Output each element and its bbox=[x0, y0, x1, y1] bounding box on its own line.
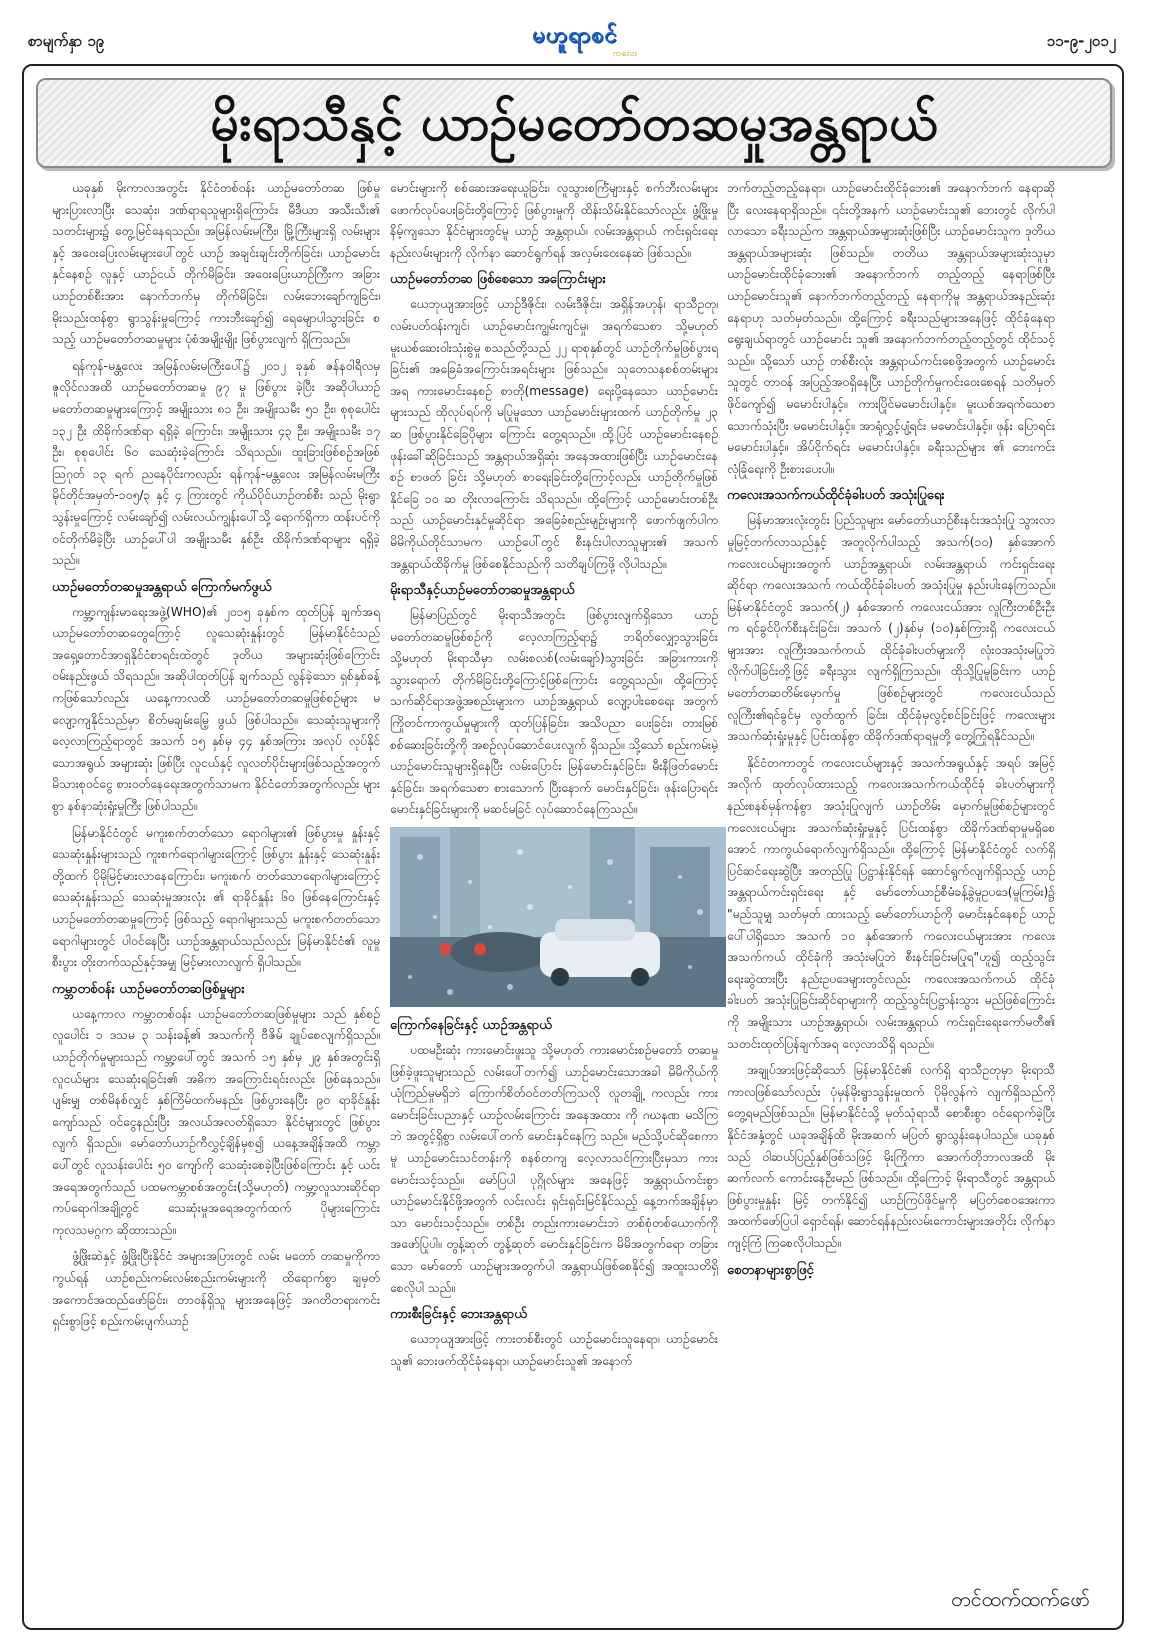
column-2-top bbox=[390, 178, 718, 821]
paragraph: ယေဘုယျအားဖြင့် ယာဉ်ဒီဇိုင်း၊ လမ်းဒီဇိုင်း၊ အရှိန်အဟုန်၊ ရာသီဥတု၊ လမ်းပတ်ဝန်းကျင်၊ ယာဉ်မောင်းကျွမ်းကျင်မှု၊ အရက်သေစာ သို့မဟုတ် မူးယစ်ဆေးဝါးသုံးစွဲမှု စသည်တို့သည် ၂၂ ရာစုနှစ်တွင် ယာဉ်တိုက်မှုဖြစ်ပွားရခြင်း၏ အခြေခံအကြောင်းအရင်းများ ဖြစ်သည်။ သုတေသနစစ်တမ်းများအရ ကားမောင်းနေစဉ် စာတို(message) ရေးပို့နေသော ယာဉ်မောင်းများသည် ထိုလုပ်ရပ်ကို မပြုမူသော ယာဉ်မောင်းများထက် ယာဉ်တိုက်မှု ၂၃ ဆ ဖြစ်ပွားနိုင်ခြေပိုများ ကြောင်း တွေ့ရသည်။ ထို့ပြင် ယာဉ်မောင်းနေစဉ် ဖုန်းခေါ်ဆိုခြင်းသည် အန္တရာယ်အရှိဆုံး အနေအထားဖြစ်ပြီး ယာဉ်မောင်းနေစဉ် စာဖတ် ခြင်း သို့မဟုတ် စာရေးခြင်းတို့ကြောင့်လည်း ယာဉ်တိုက်မှုဖြစ်နိုင်ခြေ ၁၀ ဆ တိုးလာကြောင်း သိရသည်။ ထို့ကြောင့် ယာဉ်မောင်းတစ်ဦး သည် ယာဉ်မောင်းနှင်မှုဆိုင်ရာ အခြေခံစည်းမျဉ်းများကို ဖောက်ဖျက်ပါက မိမိကိုယ်တိုင်သာမက ယာဉ်ပေါ်တွင် စီးနင်းပါလာသူများ၏ အသက် အန္တရာယ်ထိခိုက်မှု ဖြစ်စေနိုင်သည်ကို သတိချပ်ကြဖို့ လိုပါသည်။ bbox=[390, 297, 718, 571]
paragraph: မြန်မာပြည်တွင် မိုးရာသီအတွင်း ဖြစ်ပွားလျက်ရှိသော ယာဉ် မတော်တဆမှုဖြစ်စဉ်ကို လေ့လာကြည့်ရာ၌ ဘရိတ်လျှော့သွားခြင်း သို့မဟုတ် မိုးရာသီမှာ လမ်းစလစ်(လမ်းချော်)သွားခြင်း အခြားကားကို သွားရောက် တိုက်မိခြင်းတို့ကြောင့်ဖြစ်ကြောင်း တွေ့ရသည်။ ထို့ကြောင့် သက်ဆိုင်ရာအဖွဲ့အစည်းများက ယာဉ်အန္တရာယ် လျော့ပါးစေရေး အတွက် ကြိုတင်ကာကွယ်မှုများကို ထုတ်ပြန်ခြင်း၊ အသိပညာ ပေးခြင်း၊ တားမြစ်စစ်ဆေးခြင်းတို့ကို အစဉ်လုပ်ဆောင်ပေးလျက် ရှိသည်။ သို့သော် စည်းကမ်းမဲ့ယာဉ်မောင်းသူများရှိနေပြီး လမ်းပြောင်း မြန်မောင်းနှင်ခြင်း၊ မီးနီဖြတ်မောင်းနှင်ခြင်း၊ အရက်သေစာ စားသောက် ပြီးနောက် မောင်းနှင်ခြင်း၊ ဖုန်းပြောရင်း မောင်းနှင်ခြင်းများကို မဆင်မခြင် လုပ်ဆောင်နေကြသည်။ bbox=[390, 608, 718, 817]
issue-date: ၁၁-၉-၂၀၁၂ bbox=[1046, 32, 1116, 50]
paragraph: အချုပ်အားဖြင့်ဆိုသော် မြန်မာနိုင်ငံ၏ လက်ရှိ ရာသီဥတုမှာ မိုးရာသီကာလဖြစ်သော်လည်း ပုံမှန်မိုးရွာသွန်းမှုထက် ပိုမိုလွန်ကဲ လျက်ရှိသည်ကို တွေ့ရမည်ဖြစ်သည်။ မြန်မာနိုင်ငံသို့ မုတ်သုံရာသီ စောစီးစွာ ဝင်ရောက်ခဲ့ပြီး နိုင်ငံအနှံ့တွင် ယခုအချိန်ထိ မိုးအဆက် မပြတ် ရွာသွန်းနေပါသည်။ ယခုနှစ်သည် ဝါဆယ်ပြည့်နှစ်ဖြစ်သဖြင့် မိုးကြိုကာ အောက်တိုဘာလအထိ မိုးဆက်လက် ကောင်းနေဦးမည် ဖြစ်သည်။ ထို့ကြောင့် မိုးရာသီတွင် အန္တရာယ်ဖြစ်ပွားမှုနှုန်း မြင့် တက်နိုင်၍ ယာဉ်ကြပ်ဖိုင်မှုကို မပြတ်စေဝအေးကာ အထက်ဖော်ပြပါ ရှောင်ရန်၊ ဆောင်ရန်နည်းလမ်းကောင်းများအတိုင်း လိုက်နာကျင့်ကြံ ကြစေလိုပါသည်။ bbox=[727, 1063, 1055, 1250]
rainy-windshield-photo bbox=[390, 827, 726, 1007]
column-2 bbox=[390, 178, 718, 1377]
masthead-subtitle: ကလေး bbox=[612, 49, 637, 59]
section-heading: စေတနာများစွာဖြင့် bbox=[727, 1262, 814, 1278]
column-1 bbox=[52, 178, 380, 1338]
paragraph: ယနေ့ကာလ ကမ္ဘာတစ်ဝန်း ယာဉ်မတော်တဆဖြစ်မှုများ သည် နှစ်စဉ် လူပေါင်း ၁ ဒသမ ၃ သန်းခန့်၏ အသက်ကို ဗီဇိမ် ချုပ်စေလျက်ရှိသည်။ ယာဉ်တိုက်မှုများသည် ကမ္ဘာ့ပေါ်တွင် အသက် ၁၅ နှစ်မှ ၂၉ နှစ်အတွင်းရှိ လူငယ်များ သေဆုံးရခြင်း၏ အဓိက အကြောင်းရင်းလည်း ဖြစ်နေသည်။ ပျမ်းမျှ တစ်မိနစ်လျှင် နှစ်ကြိမ်ထက်မနည်း ဖြစ်ပွားနေပြီး ၉၀ ရာခိုင်နှုန်းကျော်သည် ဝင်ငွေနည်းပြီး အလယ်အလတ်ရှိသော နိုင်ငံများတွင် ဖြစ်ပွားလျက် ရှိသည်။ မော်တော်ယာဉ်ကီလွှင့်ချိန်မှစ၍ ယနေ့အချိန်အထိ ကမ္ဘာ ပေါ်တွင် လူသန်းပေါင်း ၅၀ ကျော်ကို သေဆုံးစေခဲ့ပြီးဖြစ်ကြောင်း နှင့် ယင်းအရေအတွက်သည် ပထမကမ္ဘာစစ်အတွင်း(သို့မဟုတ်) ကမ္ဘာ့လူသားဆိုင်ရာ ကပ်ရောဂါအချို့တွင် သေဆုံးမှုအရေအတွက်ထက် ပိုများကြောင်း ကုလသမဂ္ဂက ဆိုထားသည်။ bbox=[52, 1006, 380, 1237]
photo-illustration bbox=[390, 827, 726, 1007]
column-3 bbox=[727, 178, 1055, 1285]
paragraph: မောင်းများကို စစ်ဆေးအရေးယူခြင်း၊ လူသွားစင်္ကြံများနှင့် စက်ဘီးလမ်းများ ဖောက်လုပ်ပေးခြင်းတို့ကြောင့် ဖြစ်ပွားမှုကို ထိန်းသိမ်းနိုင်သော်လည်း ဖွံ့ဖြိုးမှုနိမ့်ကျသော နိုင်ငံများတွင်မူ ယာဉ် အန္တရာယ်၊ လမ်းအန္တရာယ် ကင်းရှင်းရေးနည်းလမ်းများကို လိုက်နာ ဆောင်ရွက်ရန် အလှမ်းဝေးနေဆဲ ဖြစ်သည်။ bbox=[390, 181, 718, 260]
headline-banner bbox=[36, 78, 1112, 168]
section-heading: ကားစီးခြင်းနှင့် ဘေးအန္တရာယ် bbox=[390, 1307, 527, 1323]
paragraph: ယခုနှစ် မိုးကာလအတွင်း နိုင်ငံတစ်ဝန်း ယာဉ်မတော်တဆ ဖြစ်မှုများပြားလာပြီး သေဆုံး၊ ဒဏ်ရာရသူများရှိကြောင်း မီဒီယာ အသီးသီး၏ သတင်းများ၌ တွေ့မြင်နေရသည်။ အမြန်လမ်းမကြီး၊ မြို့ကြီးများရှိ လမ်းများနှင့် အဝေးပြေးလမ်းများပေါ်တွင် ယာဉ် အချင်းချင်းတိုက်ခြင်း၊ ယာဉ်မောင်းနှင်နေစဉ် လူနှင့် ယာဉ်ငယ် တိုက်မိခြင်း၊ အဝေးပြေးယာဉ်ကြီးက အခြားယာဉ်တစ်စီးအား နောက်ဘက်မှ တိုက်မိခြင်း၊ လမ်းဘေးချော်ကျခြင်း၊ မိုးသည်းထန်စွာ ရွာသွန်းမှုကြောင့် ကားဘီးချော်၍ ရေမျောပါသွားခြင်း စသည့် ယာဉ်မတော်တဆမှုများ ပုံစံအမျိုးမျိုး ဖြစ်ပွားလျက် ရှိကြသည်။ bbox=[52, 181, 380, 347]
masthead-title: မဟူရာစင် bbox=[532, 22, 618, 48]
page-number: စာမျက်နှာ ၁၉ bbox=[28, 32, 105, 50]
section-heading: ယာဉ်မတော်တဆ ဖြစ်စေသော အကြောင်းများ bbox=[390, 272, 606, 288]
masthead-logo bbox=[505, 22, 645, 62]
paragraph: ရန်ကုန်-မန္တလေး အမြန်လမ်းမကြီးပေါ်၌ ၂၀၁၂ ခုနှစ် ဇန်နဝါရီလမှ ဇူလိုင်လအထိ ယာဉ်မတော်တဆမှု ၉၇ မှု ဖြစ်ပွား ခဲ့ပြီး အဆိုပါယာဉ်မတော်တဆမှုများကြောင့် အမျိုးသား ၈၁ ဦး၊ အမျိုးသမီး ၅၁ ဦး၊ စုစုပေါင်း ၁၃၂ ဦး ထိခိုက်ဒဏ်ရာ ရရှိခဲ့ ကြောင်း၊ အမျိုးသား ၄၃ ဦး၊ အမျိုးသမီး ၁၇ ဦး၊ စုစုပေါင်း ၆၀ သေဆုံးခဲ့ကြောင်း သိရသည်။ ထူးခြားဖြစ်စဉ်အဖြစ် ဩဂုတ် ၁၃ ရက် ညနေပိုင်းကလည်း ရန်ကုန်-မန္တလေး အမြန်လမ်းမကြီး မိုင်တိုင်အမှတ်-၁၀၅/၃ နှင့် ၄ ကြားတွင် ကိုယ်ပိုင်ယာဉ်တစ်စီး သည် မိုးရွာသွန်းမှုကြောင့် လမ်းချော်၍ လမ်းလယ်ကျွန်းပေါ်သို့ ရောက်ရှိကာ ထန်းပင်ကို ဝင်တိုက်မိခဲ့ပြီး ယာဉ်ပေါ်ပါ အမျိုးသမီး နှစ်ဦး ထိခိုက်ဒဏ်ရာများ ရရှိခဲ့သည်။ bbox=[52, 358, 380, 568]
paragraph: မြန်မာအားလုံးတွင်း ပြည်သူများ မော်တော်ယာဉ်စီးနင်းအသုံးပြု သွားလာမှုမြင့်တက်လာသည်နှင့် အတူလိုက်ပါသည့် အသက်(၁၀) နှစ်အောက် ကလေးငယ်များအတွက် ယာဉ်အန္တရာယ်၊ လမ်းအန္တရာယ် ကင်းရှင်းရေးဆိုင်ရာ ကလေးအသက် ကယ်ထိုင်ခုံခါးပတ် အသုံးပြုမှု နည်းပါးနေကြသည်။ မြန်မာနိုင်ငံတွင် အသက်(၂) နှစ်အောက် ကလေးငယ်အား လူကြီးတစ်ဦးဦးက ရင်ခွင်ပိုက်စီးနင်းခြင်း၊ အသက် (၂)နှစ်မှ (၁၀)နှစ်ကြားရှိ ကလေးငယ်များအား လူကြီးအသက်ကယ် ထိုင်ခုံခါးပတ်များကို လုံးဝအသုံးမပြုဘဲ လိုက်ပါခြင်းတို့ဖြင့် ခရီးသွား လျက်ရှိကြသည်။ ထိုသို့ပြုမူခြင်းက ယာဉ်မတော်တဆတိမ်းမှောက်မှု ဖြစ်စဉ်များတွင် ကလေးငယ်သည် လူကြီး၏ရင်ခွင်မှ လွတ်ထွက် ခြင်း၊ ထိုင်ခုံမှလွင့်စင်ခြင်းဖြင့် ကလေးများ အသက်ဆုံးရှုံးမှုနှင့် ပြင်းထန်စွာ ထိခိုက်ဒဏ်ရာရမှုတို့ တွေ့ကြုံရနိုင်သည်။ bbox=[727, 513, 1055, 744]
section-heading: ယာဉ်မတော်တဆမှုအန္တရာယ် ကြောက်မက်ဖွယ် bbox=[52, 579, 272, 595]
paragraph: ကမ္ဘာ့ကျန်းမာရေးအဖွဲ့(WHO)၏ ၂၀၁၅ ခုနှစ်က ထုတ်ပြန် ချက်အရ ယာဉ်မတော်တဆတွေကြောင့် လူသေဆုံးနှုန်းတွင် မြန်မာနိုင်ငံသည် အရှေ့တောင်အာရှနိုင်ငံစာရင်းထဲတွင် ဒုတိယ အများဆုံးဖြစ်ကြောင်း ဝမ်းနည်းဖွယ် သိရသည်။ အဆိုပါထုတ်ပြန် ချက်သည် လွန်ခဲ့သော ရှစ်နှစ်ခန့်ကဖြစ်သော်လည်း ယနေ့ကာလထိ ယာဉ်မတော်တဆမှုဖြစ်စဉ်များ မလျော့ကျနိုင်သည်မှာ စိတ်မချမ်းမြေ့ ဖွယ် ဖြစ်ပါသည်။ သေဆုံးသူများကို လေ့လာကြည့်ရာတွင် အသက် ၁၅ နှစ်မှ ၄၄ နှစ်အကြား အလုပ် လုပ်နိုင်သောအရွယ် အများဆုံး ဖြစ်ပြီး လူငယ်နှင့် လူလတ်ပိုင်းများဖြစ်သည့်အတွက် မိသားစုဝင်ငွေ စားဝတ်နေရေးအတွက်သာမက နိုင်ငံတော်အတွက်လည်း များစွာ နစ်နာဆုံးရှုံးမှုကြီး ဖြစ်ပါသည်။ bbox=[52, 604, 380, 814]
article-title: မိုးရာသီနှင့် ယာဉ်မတော်တဆမှုအန္တရာယ် bbox=[210, 94, 938, 152]
column-2-bottom bbox=[390, 1015, 718, 1372]
paragraph: ယေဘုယျအားဖြင့် ကားတစ်စီးတွင် ယာဉ်မောင်းသူနေရာ၊ ယာဉ်မောင်းသူ၏ ဘေးဖက်ထိုင်ခုံနေရာ၊ ယာဉ်မောင်းသူ၏ အနောက် bbox=[390, 1332, 718, 1368]
section-heading: ကမ္ဘာတစ်ဝန်း ယာဉ်မတော်တဆဖြစ်မှုများ bbox=[52, 981, 245, 997]
paragraph: မြန်မာနိုင်ငံတွင် မကူးစက်တတ်သော ရောဂါများ၏ ဖြစ်ပွားမှု နှုန်းနှင့် သေဆုံးနှုန်းများသည် ကူးစက်ရောဂါများကြောင့် ဖြစ်ပွား နှုန်းနှင့် သေဆုံးနှုန်းတို့ထက် ပိုမိုမြင့်မားလာနေကြောင်း၊ မကူးစက် တတ်သောရောဂါများကြောင့် သေဆုံးနှုန်းသည် သေဆုံးမှုအားလုံး ၏ ရာခိုင်နှုန်း ၆၀ ဖြစ်နေကြောင်းနှင့် ယာဉ်မတော်တဆမှုကြောင့် ဖြစ်သည့် ရောဂါများသည် မကူးစက်တတ်သော ရောဂါများတွင် ပါဝင်နေပြီး ယာဉ်အန္တရာယ်သည်လည်း မြန်မာနိုင်ငံ၏ လူမှုစီးပွား တိုးတက်သည်နှင့်အမျှ မြင့်မားလာလျက် ရှိပါသည်။ bbox=[52, 825, 380, 970]
section-heading: ကြောက်နေခြင်းနှင့် ယာဉ်အန္တရာယ် bbox=[390, 1018, 552, 1034]
page-header bbox=[0, 0, 1150, 58]
paragraph: ပထမဦးဆုံး ကားမောင်းဖူးသူ သို့မဟုတ် ကားမောင်းစဉ်မတော် တဆမှုဖြစ်ခဲ့ဖူးသူများသည် လမ်းပေါ်တက်၍ ယာဉ်မောင်းသောအခါ မိမိကိုယ်ကို ယုံကြည်မှုမရှိဘဲ ကြောက်စိတ်ဝင်တတ်ကြသလို လူတချို့ ကလည်း ကားမောင်းခြင်းပညာနှင့် ယာဉ်လမ်းကြောင်း အနေအထား ကို ဂဃနဏ မသိကြဘဲ အတွင့်ရှိစွာ လမ်းပေါ်တက် မောင်းနှင်နေကြ သည်။ မည်သို့ပင်ဆိုစေကာမူ ယာဉ်မောင်းသင်တန်းကို စနစ်တကျ လေ့လာသင်ကြားပြီးမှသာ ကားမောင်းသင့်သည်။ မော်ပြပါ ပုဂ္ဂိုလ်များ အနေဖြင့် အန္တရာယ်ကင်းစွာ ယာဉ်မောင်းနိုင်ဖို့အတွက် လင်းလင်း ရှင်းရှင်းမြင်နိုင်သည့် နေ့ဘက်အချိန်မှာသာ မောင်းသင့်သည်။ တစ်ဦး တည်းကားမောင်းဘဲ တစ်စုံတစ်ယောက်ကို အဖော်ပြုပါ။ တွန့်ဆုတ် တွန့်ဆုတ် မောင်းနှင်ခြင်းက မိမိအတွက်ရော တခြားသော မော်တော် ယာဉ်များအတွက်ပါ အန္တရာယ်ဖြစ်စေနိုင်၍ အထူးသတိရှိစေလိုပါ သည်။ bbox=[390, 1043, 718, 1295]
paragraph: ဘက်တည့်တည့်နေရာ၊ ယာဉ်မောင်းထိုင်ခုံဘေး၏ အနောက်ဘက် နေရာဆိုပြီး လေးနေရာရှိသည်။ ၎င်းတို့အနက် ယာဉ်မောင်းသူ၏ ဘေးတွင် လိုက်ပါလာသော ခရီးသည်က အန္တရာယ်အများဆုံးဖြစ်ပြီး ယာဉ်မောင်းသူက ဒုတိယအန္တရာယ်အများဆုံး ဖြစ်သည်။ တတိယ အန္တရာယ်အများဆုံးသူမှာ ယာဉ်မောင်းထိုင်ခုံဘေး၏ အနောက်ဘက် တည့်တည့် နေရာဖြစ်ပြီး ယာဉ်မောင်းသူ၏ နောက်ဘက်တည့်တည့် နေရာကိုမူ အန္တရာယ်အနည်းဆုံးနေရာဟု သတ်မှတ်သည်။ ထို့ကြောင့် ခရီးသည်များအနေဖြင့် ထိုင်ခုံနေရာ ရွေးချယ်ရာတွင် ယာဉ်မောင်း သူ၏ အနောက်ဘက်တည့်တည့်တွင် ထိုင်သင့်သည်။ သို့သော် ယာဉ် တစ်စီးလုံး အန္တရာယ်ကင်းစေဖို့အတွက် ယာဉ်မောင်းသူတွင် တာဝန် အပြည့်အဝရှိနေပြီး ယာဉ်တိုက်မှုကင်းဝေးစေရန် သတိမှတ်ဖိုင်ကျော်၍ မမောင်းပါနှင့်။ ကားပြိုင်မမောင်းပါနှင့်။ မူးယစ်အရက်သေစာ သောက်သုံးပြီး မမောင်းပါနှင့်။ အာရုံလွှင့်ပျံ့ရင်း မမောင်းပါနှင့်။ ဖုန်း ပြောရင်း မမောင်းပါနှင့်။ အိပ်ငိုက်ရင်း မမောင်းပါနှင့်။ ခရီးသည်များ ၏ ဘေးကင်းလုံခြုံရေးကို ဦးစားပေးပါ။ bbox=[727, 181, 1055, 476]
section-heading: ကလေးအသက်ကယ်ထိုင်ခုံခါးပတ် အသုံးပြုရေး bbox=[727, 488, 945, 504]
paragraph: ဖွံ့ဖြိုးဆဲနှင့် ဖွံ့ဖြိုးပြီးနိုင်ငံ အများအပြားတွင် လမ်း မတော် တဆမှုကိုကာကွယ်ရန် ယာဉ်စည်းကမ်းလမ်းစည်းကမ်းများကို ထိရောက်စွာ ချမှတ်အကောင်အထည်ဖော်ခြင်း၊ တာဝန်ရှိသူ များအနေဖြင့် အဂတိတရားကင်းရှင်းစွာဖြင့် စည်းကမ်းပျက်ယာဉ် bbox=[52, 1249, 380, 1329]
paragraph: နိုင်ငံတကာတွင် ကလေးငယ်များနှင့် အသက်အရွယ်နှင့် အရပ် အမြင့်အလိုက် ထုတ်လုပ်ထားသည့် ကလေးအသက်ကယ်ထိုင်ခုံ ခါးပတ်များကို နည်းစနစ်မှန်ကန်စွာ အသုံးပြုလျက် ယာဉ်တိမ်း မှောက်မှုဖြစ်စဉ်များတွင် ကလေးငယ်များ အသက်ဆုံးရှုံးမှုနှင့် ပြင်းထန်စွာ ထိခိုက်ဒဏ်ရာမှုမရှိစေအောင် ကာကွယ်ရောက်လျက်ရှိသည်။ ထို့ကြောင့် မြန်မာနိုင်ငံတွင် လက်ရှိပြင်ဆင်ရေးဆွဲပြီး အတည်ပြု ပြဋ္ဌာန်းနိုင်ရန် ဆောင်ရွက်လျက်ရှိသည့် ယာဉ်အန္တရာယ်ကင်းရှင်းရေး နှင့် မော်တော်ယာဉ်စီမံခန့်ခွဲမှုဥပဒေ(မူကြမ်း)၌ "မည်သူမျှ သတ်မှတ် ထားသည့် မော်တော်ယာဉ်ကို မောင်းနှင်နေစဉ် ယာဉ်ပေါ်ပါရှိသော အသက် ၁၀ နှစ်အောက် ကလေးငယ်များအား ကလေးအသက်ကယ် ထိုင်ခုံကို အသုံးမပြုဘဲ စီးနင်းခြင်းမပြုရ"ဟူ၍ ထည့်သွင်း ရေးဆွဲထားပြီး နည်းဥပဒေများတွင်လည်း ကလေးအသက်ကယ် ထိုင်ခုံခါးပတ် အသုံးပြုခြင်းဆိုင်ရာများကို ထည့်သွင်းပြဋ္ဌာန်းသွား မည်ဖြစ်ကြောင်းကို အမျိုးသား ယာဉ်အန္တရာယ်၊ လမ်းအန္တရာယ် ကင်းရှင်းရေးကော်မတီ၏ သတင်းထုတ်ပြန်ချက်အရ လေ့လာသိရှိ ရသည်။ bbox=[727, 755, 1055, 1051]
author-byline: တင်ထက်ထက်ဖော် bbox=[951, 1587, 1090, 1611]
section-heading: မိုးရာသီနှင့်ယာဉ်မတော်တဆမှုအန္တရာယ် bbox=[390, 583, 575, 599]
